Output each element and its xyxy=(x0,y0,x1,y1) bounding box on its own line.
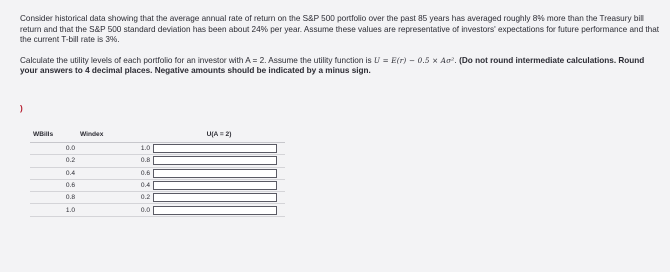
utility-function: U = E(r) − 0.5 × Aσ². xyxy=(373,55,457,65)
wbills-cell: 1.0 xyxy=(30,204,77,216)
utility-input[interactable] xyxy=(153,144,277,153)
windex-cell: 0.0 xyxy=(77,204,151,216)
header-wbills: WBills xyxy=(30,126,77,143)
problem-statement xyxy=(20,14,660,77)
table-header-row xyxy=(30,126,285,143)
table-row xyxy=(30,192,285,204)
table-row xyxy=(30,155,285,167)
wbills-cell: 0.2 xyxy=(30,155,77,167)
instruction-text: Calculate the utility levels of each portfolio for an investor with A = 2. Assume the utility function is xyxy=(20,55,374,65)
table-row xyxy=(30,204,285,216)
utility-cell xyxy=(151,143,285,155)
utility-cell xyxy=(151,204,285,216)
windex-cell: 0.6 xyxy=(77,167,151,179)
windex-cell: 0.4 xyxy=(77,179,151,191)
table-row xyxy=(30,143,285,155)
header-windex: Windex xyxy=(77,126,151,143)
wbills-cell: 0.4 xyxy=(30,167,77,179)
closing-paren: ) xyxy=(20,104,23,113)
windex-cell: 0.8 xyxy=(77,155,151,167)
utility-input[interactable] xyxy=(153,156,277,165)
utility-cell xyxy=(151,155,285,167)
windex-cell: 1.0 xyxy=(77,143,151,155)
table-row xyxy=(30,179,285,191)
utility-table xyxy=(30,126,285,217)
table-row xyxy=(30,167,285,179)
wbills-cell: 0.0 xyxy=(30,143,77,155)
utility-input[interactable] xyxy=(153,181,277,190)
instructions-paragraph xyxy=(20,56,660,77)
utility-cell xyxy=(151,167,285,179)
wbills-cell: 0.8 xyxy=(30,192,77,204)
utility-input[interactable] xyxy=(153,206,277,215)
windex-cell: 0.2 xyxy=(77,192,151,204)
header-utility: U(A = 2) xyxy=(151,126,285,143)
utility-input[interactable] xyxy=(153,169,277,178)
wbills-cell: 0.6 xyxy=(30,179,77,191)
utility-input[interactable] xyxy=(153,193,277,202)
utility-cell xyxy=(151,192,285,204)
utility-cell xyxy=(151,179,285,191)
problem-paragraph: Consider historical data showing that the average annual rate of return on the S&P 500 portfolio over the past 85 years has averaged roughly 8% more than the Treasury bill return and that the S&P 500 standard deviation has been about 24% per year. Assume these values are representative of investors' expectations for future performance and that the current T-bill rate is 3%. xyxy=(20,14,660,44)
instruction-bold-text: (Do not round intermediate calculations. Round your answers to 4 decimal places. Negative amounts should be indicated by a minus sign. xyxy=(20,55,645,75)
